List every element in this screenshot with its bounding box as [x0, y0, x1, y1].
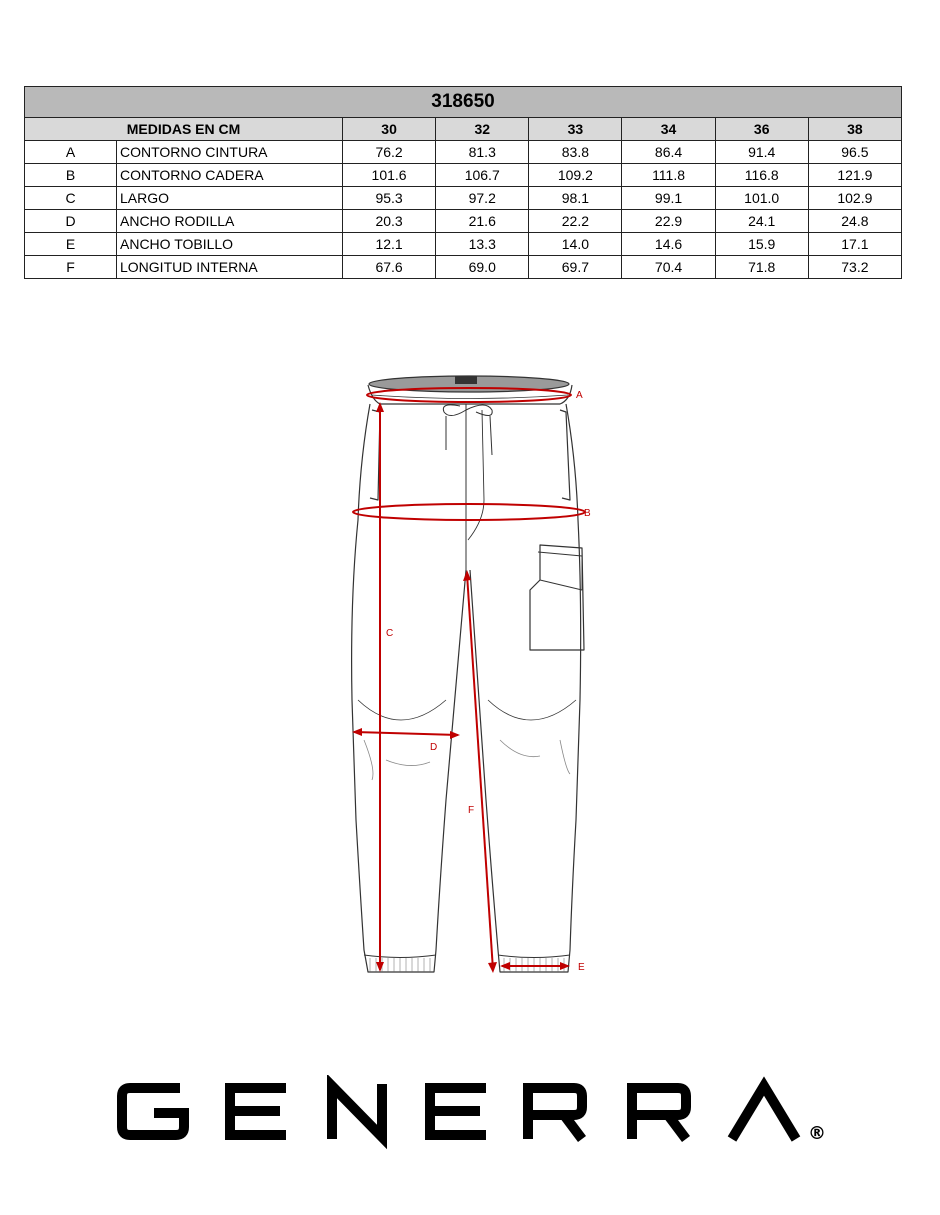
right-cuff	[498, 955, 570, 958]
measure-value: 98.1	[529, 187, 622, 210]
size-header: 33	[529, 118, 622, 141]
measure-value: 83.8	[529, 141, 622, 164]
measure-value: 73.2	[808, 256, 901, 279]
measure-value: 69.0	[436, 256, 529, 279]
right-pocket	[560, 410, 570, 500]
measure-code: E	[25, 233, 117, 256]
measure-value: 95.3	[343, 187, 436, 210]
label-f: F	[468, 805, 475, 816]
measure-value: 69.7	[529, 256, 622, 279]
measures-header: MEDIDAS EN CM	[25, 118, 343, 141]
measure-value: 14.0	[529, 233, 622, 256]
measure-value: 106.7	[436, 164, 529, 187]
measure-value: 24.8	[808, 210, 901, 233]
measure-value: 121.9	[808, 164, 901, 187]
measure-value: 86.4	[622, 141, 715, 164]
measure-value: 12.1	[343, 233, 436, 256]
left-leg-outline	[352, 404, 466, 972]
measure-value: 99.1	[622, 187, 715, 210]
measure-value: 102.9	[808, 187, 901, 210]
measure-value: 67.6	[343, 256, 436, 279]
waist-tag	[455, 376, 477, 384]
measure-code: D	[25, 210, 117, 233]
style-code: 318650	[25, 87, 902, 118]
generra-logo	[114, 1075, 834, 1155]
measure-value: 91.4	[715, 141, 808, 164]
measure-value: 97.2	[436, 187, 529, 210]
size-header: 36	[715, 118, 808, 141]
measure-d-knee	[354, 732, 458, 735]
measure-name: CONTORNO CADERA	[117, 164, 343, 187]
measure-name: ANCHO TOBILLO	[117, 233, 343, 256]
measure-f-inseam	[467, 574, 493, 970]
size-header: 32	[436, 118, 529, 141]
measure-code: F	[25, 256, 117, 279]
drawstring	[443, 405, 492, 455]
measure-value: 111.8	[622, 164, 715, 187]
size-header: 38	[808, 118, 901, 141]
measure-name: LARGO	[117, 187, 343, 210]
label-d: D	[430, 742, 438, 753]
measure-code: A	[25, 141, 117, 164]
measure-value: 14.6	[622, 233, 715, 256]
measure-value: 101.0	[715, 187, 808, 210]
measure-value: 22.2	[529, 210, 622, 233]
measure-value: 22.9	[622, 210, 715, 233]
measure-value: 20.3	[343, 210, 436, 233]
measure-value: 71.8	[715, 256, 808, 279]
measure-value: 24.1	[715, 210, 808, 233]
measure-name: CONTORNO CINTURA	[117, 141, 343, 164]
label-a: A	[576, 390, 583, 401]
measure-value: 76.2	[343, 141, 436, 164]
measure-value: 17.1	[808, 233, 901, 256]
measure-name: LONGITUD INTERNA	[117, 256, 343, 279]
measure-name: ANCHO RODILLA	[117, 210, 343, 233]
label-b: B	[584, 508, 591, 519]
left-cuff	[364, 955, 436, 958]
measure-value: 81.3	[436, 141, 529, 164]
measure-value: 15.9	[715, 233, 808, 256]
label-e: E	[578, 962, 585, 973]
measure-value: 109.2	[529, 164, 622, 187]
measure-value: 21.6	[436, 210, 529, 233]
measure-value: 96.5	[808, 141, 901, 164]
measure-value: 116.8	[715, 164, 808, 187]
cargo-pocket	[530, 545, 584, 650]
size-header: 34	[622, 118, 715, 141]
measure-b-hip	[353, 504, 585, 520]
measure-code: C	[25, 187, 117, 210]
measure-value: 13.3	[436, 233, 529, 256]
registered-mark: ®	[808, 1123, 826, 1144]
measure-value: 70.4	[622, 256, 715, 279]
measure-code: B	[25, 164, 117, 187]
label-c: C	[386, 628, 394, 639]
size-header: 30	[343, 118, 436, 141]
measure-value: 101.6	[343, 164, 436, 187]
left-pocket	[370, 410, 380, 500]
